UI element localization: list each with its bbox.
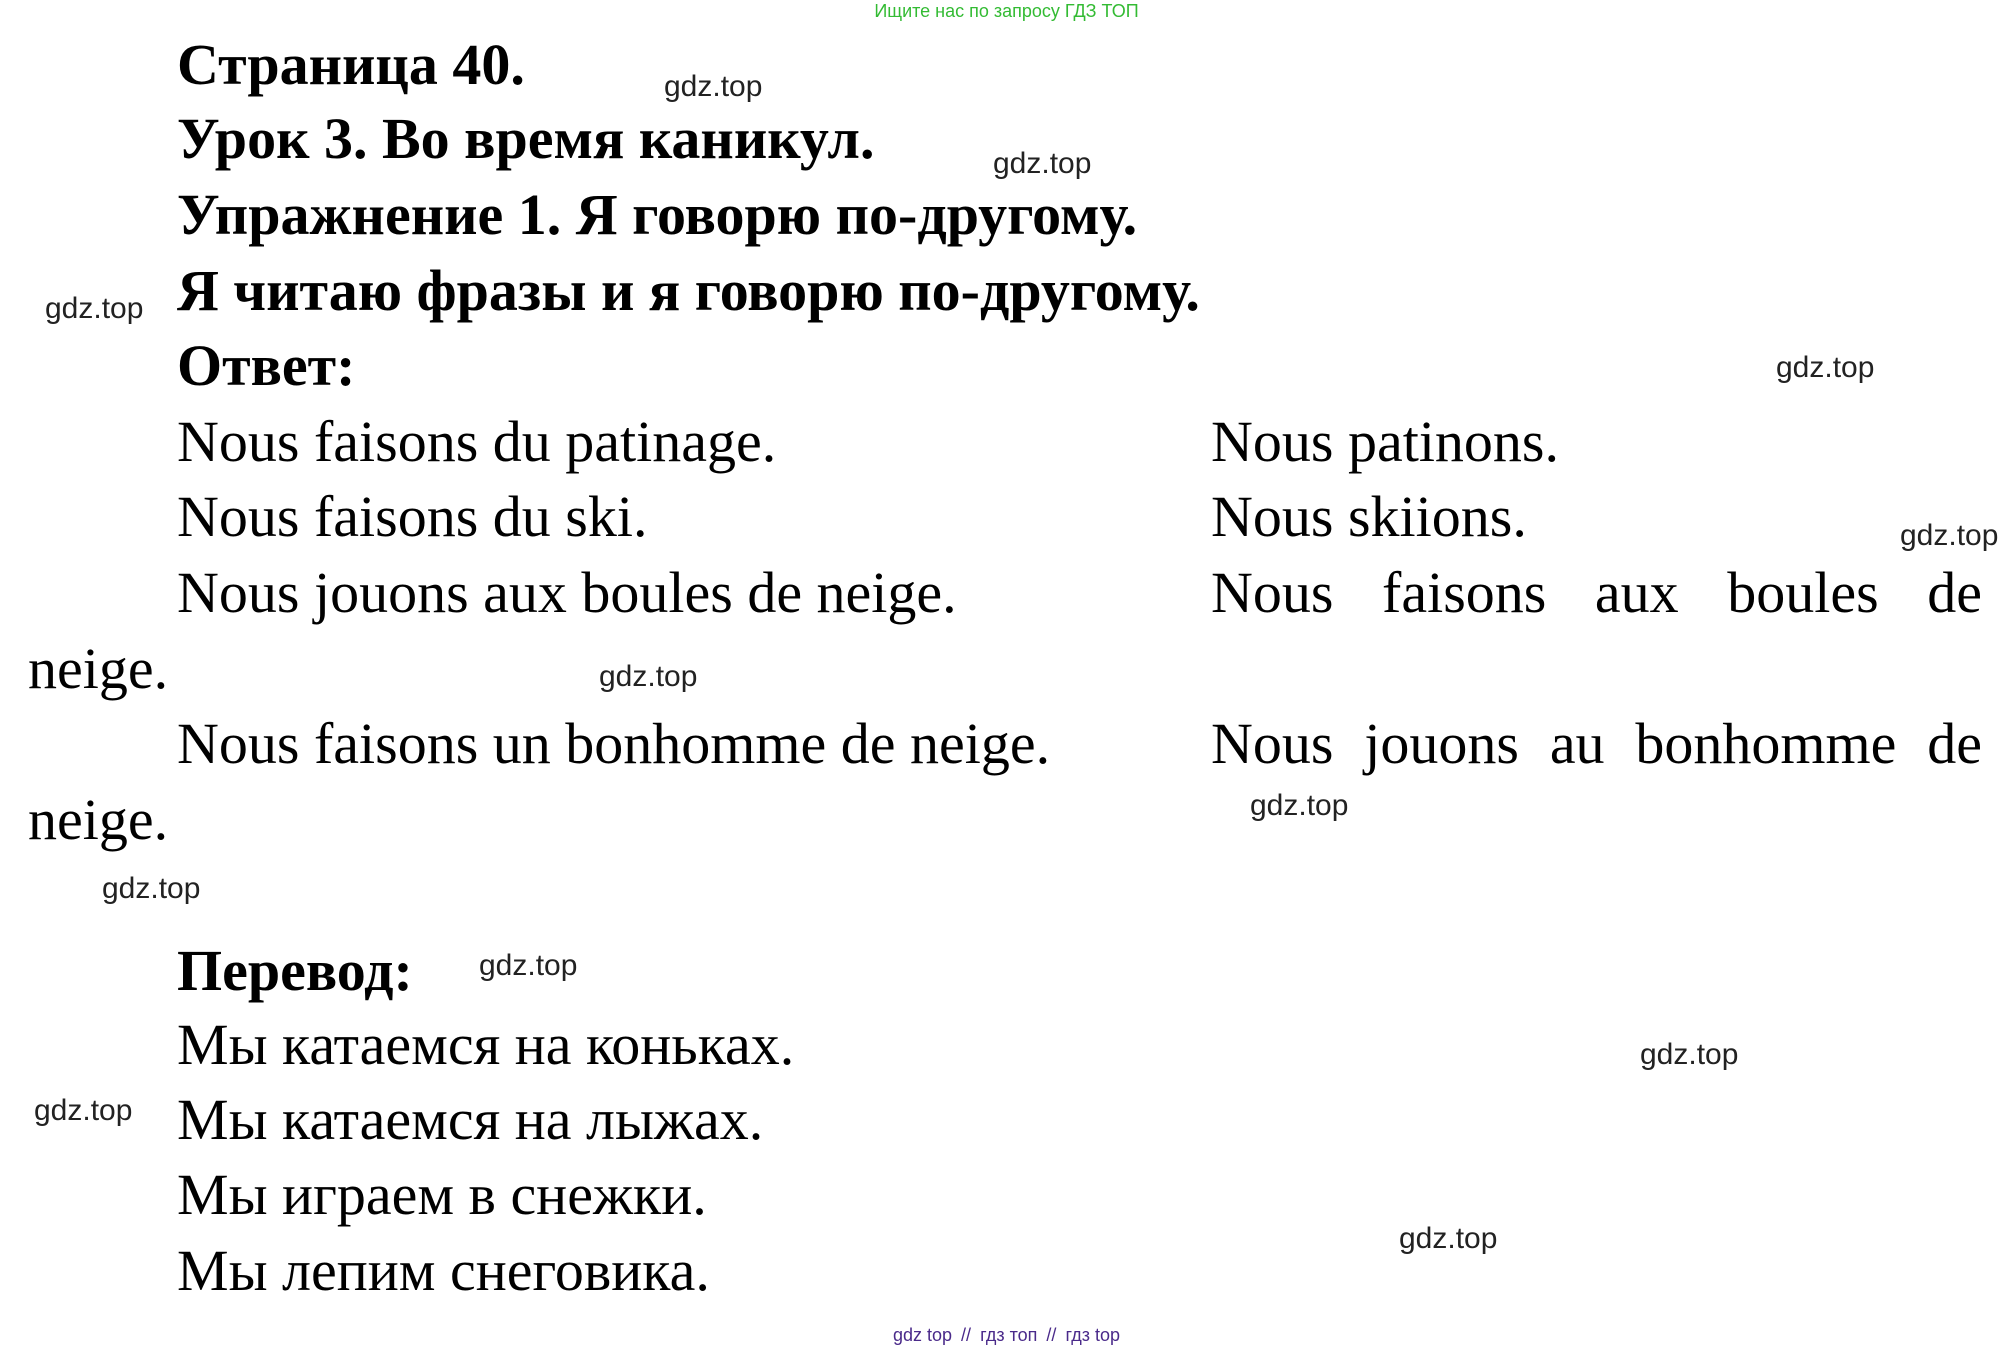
watermark: gdz.top	[664, 70, 763, 103]
answer-right-4-word: de	[1927, 711, 1982, 776]
watermark: gdz.top	[45, 292, 144, 325]
answer-right-3	[1211, 560, 1982, 625]
footer-link[interactable]: гдз топ	[980, 1325, 1038, 1345]
answer-right-3-word: faisons	[1382, 560, 1547, 625]
footer-link[interactable]: гдз top	[1065, 1325, 1120, 1345]
translation-label: Перевод:	[177, 938, 413, 1003]
watermark: gdz.top	[1900, 519, 1999, 552]
answer-right-1: Nous patinons.	[1211, 409, 1559, 474]
watermark: gdz.top	[599, 660, 698, 693]
watermark: gdz.top	[1399, 1222, 1498, 1255]
footer-link[interactable]: gdz top	[892, 1325, 953, 1345]
watermark: gdz.top	[993, 147, 1092, 180]
answer-right-3-word: aux	[1594, 560, 1679, 625]
answer-wrap-3: neige.	[28, 636, 169, 701]
answer-right-4-word: jouons	[1364, 711, 1519, 776]
answer-label: Ответ:	[177, 333, 356, 398]
answer-right-4-word: bonhomme	[1635, 711, 1897, 776]
translation-line-1: Мы катаемся на коньках.	[177, 1012, 795, 1077]
footer-separator: //	[961, 1325, 972, 1345]
answer-wrap-4: neige.	[28, 787, 169, 852]
footer-separator: //	[1046, 1325, 1057, 1345]
translation-line-2: Мы катаемся на лыжах.	[177, 1087, 764, 1152]
footer-links	[0, 1326, 2013, 1344]
watermark: gdz.top	[1250, 789, 1349, 822]
watermark: gdz.top	[479, 949, 578, 982]
lesson-title: Урок 3. Во время каникул.	[177, 106, 875, 171]
answer-left-3: Nous jouons aux boules de neige.	[177, 560, 957, 625]
answer-left-1: Nous faisons du patinage.	[177, 409, 777, 474]
answer-right-2: Nous skiions.	[1211, 484, 1527, 549]
watermark: gdz.top	[1640, 1038, 1739, 1071]
answer-right-3-word: boules	[1727, 560, 1879, 625]
watermark: gdz.top	[1776, 351, 1875, 384]
answer-right-3-word: de	[1927, 560, 1982, 625]
answer-right-4-word: Nous	[1211, 711, 1334, 776]
top-banner: Ищите нас по запросу ГДЗ ТОП	[874, 1, 1139, 21]
exercise-instruction: Я читаю фразы и я говорю по-другому.	[177, 258, 1200, 323]
watermark: gdz.top	[34, 1094, 133, 1127]
answer-left-2: Nous faisons du ski.	[177, 484, 648, 549]
translation-line-4: Мы лепим снеговика.	[177, 1238, 710, 1303]
answer-right-3-word: Nous	[1211, 560, 1334, 625]
watermark: gdz.top	[102, 872, 201, 905]
page-title: Страница 40.	[177, 32, 525, 97]
answer-left-4: Nous faisons un bonhomme de neige.	[177, 711, 1051, 776]
answer-right-4-word: au	[1549, 711, 1605, 776]
exercise-title: Упражнение 1. Я говорю по-другому.	[177, 182, 1138, 247]
answer-right-4	[1211, 711, 1982, 776]
translation-line-3: Мы играем в снежки.	[177, 1162, 707, 1227]
